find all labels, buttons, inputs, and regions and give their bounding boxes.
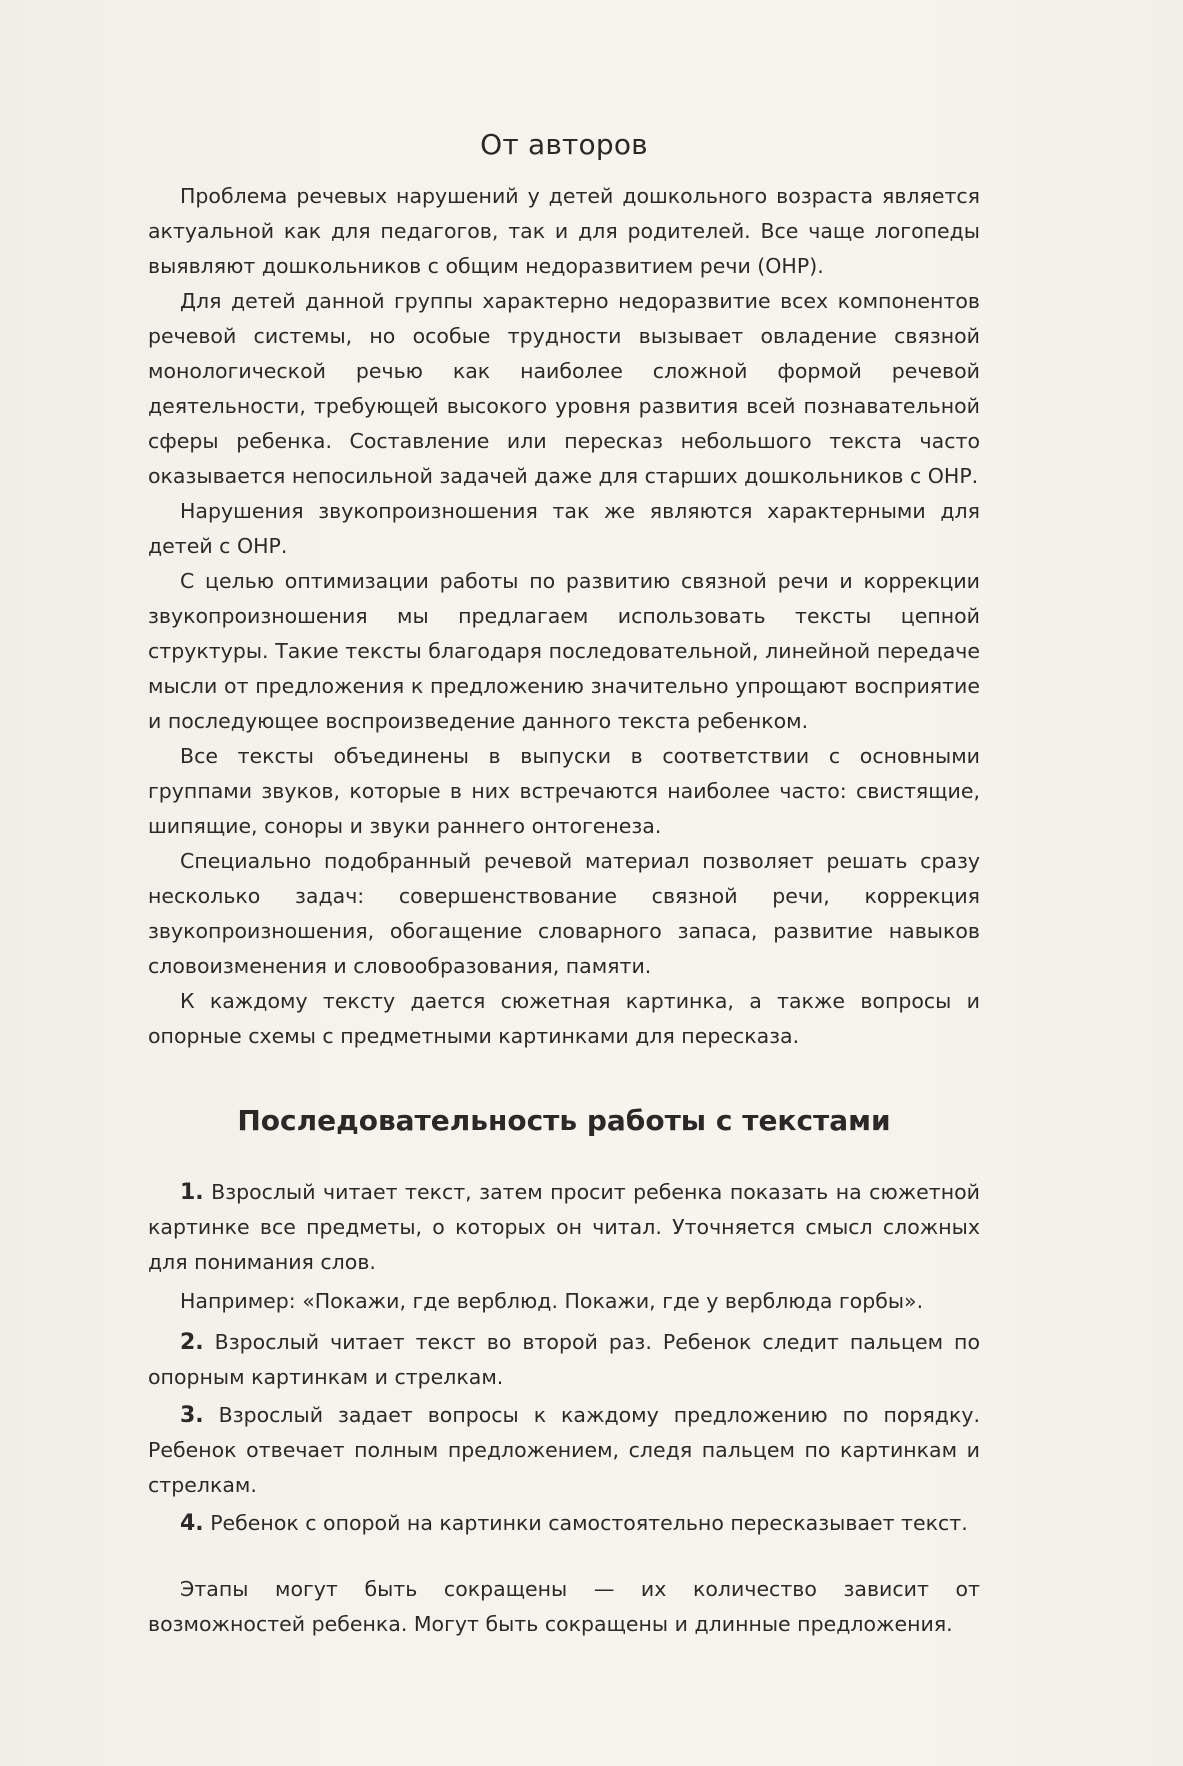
intro-paragraph: Все тексты объединены в выпуски в соответствии с основными группами звуков, которые в них встречаются наиболее часто: свистящие, шипящие, соноры и звуки раннего онтогенеза. xyxy=(148,744,980,838)
step-example xyxy=(148,1284,980,1319)
step-text: Например: «Покажи, где верблюд. Покажи, где у верблюда горбы». xyxy=(180,1289,924,1313)
step-text: Взрослый читает текст во второй раз. Ребенок следит пальцем по опорным картинкам и стрелкам. xyxy=(148,1330,980,1389)
step-item xyxy=(148,1175,980,1280)
step-number: 1. xyxy=(180,1180,204,1205)
intro-section xyxy=(148,179,980,1054)
step-item xyxy=(148,1325,980,1395)
step-number: 2. xyxy=(180,1330,204,1355)
step-number: 4. xyxy=(180,1511,204,1536)
step-item xyxy=(148,1506,980,1541)
intro-paragraph: С целью оптимизации работы по развитию связной речи и коррекции звукопроизношения мы предлагаем использовать тексты цепной структуры. Такие тексты благодаря последовательной, линейной передаче мысли от предложения к предложению значительно упрощают восприятие и последующее воспроизведение данного текста ребенком. xyxy=(148,569,980,733)
spacer xyxy=(148,1544,980,1572)
content xyxy=(148,128,980,1642)
step-item xyxy=(148,1398,980,1503)
step-number: 3. xyxy=(180,1403,204,1428)
outro-paragraph: Этапы могут быть сокращены — их количество зависит от возможностей ребенка. Могут быть сокращены и длинные предложения. xyxy=(148,1577,980,1636)
steps-list xyxy=(148,1175,980,1541)
step-text: Ребенок с опорой на картинки самостоятельно пересказывает текст. xyxy=(203,1511,968,1535)
heading-from-authors: От авторов xyxy=(480,128,648,161)
intro-paragraph: Нарушения звукопроизношения так же являются характерными для детей с ОНР. xyxy=(148,499,980,558)
step-text: Взрослый задает вопросы к каждому предложению по порядку. Ребенок отвечает полным предложением, следя пальцем по картинкам и стрелкам. xyxy=(148,1403,980,1497)
intro-paragraph: Специально подобранный речевой материал позволяет решать сразу несколько задач: совершенствование связной речи, коррекция звукопроизношения, обогащение словарного запаса, развитие навыков словоизменения и словообразования, памяти. xyxy=(148,849,980,978)
outro-section xyxy=(148,1572,980,1642)
intro-paragraph: К каждому тексту дается сюжетная картинка, а также вопросы и опорные схемы с предметными картинками для пересказа. xyxy=(148,989,980,1048)
intro-paragraph: Проблема речевых нарушений у детей дошкольного возраста является актуальной как для педагогов, так и для родителей. Все чаще логопеды выявляют дошкольников с общим недоразвитием речи (ОНР). xyxy=(148,184,980,278)
heading-work-sequence: Последовательность работы с текстами xyxy=(237,1104,891,1137)
intro-paragraph: Для детей данной группы характерно недоразвитие всех компонентов речевой системы, но особые трудности вызывает овладение связной монологической речью как наиболее сложной формой речевой деятельности, требующей высокого уровня развития всей познавательной сферы ребенка. Составление или пересказ небольшого текста часто оказывается непосильной задачей даже для старших дошкольников с ОНР. xyxy=(148,289,980,488)
step-text: Взрослый читает текст, затем просит ребенка показать на сюжетной картинке все предметы, о которых он читал. Уточняется смысл сложных для понимания слов. xyxy=(148,1180,980,1274)
